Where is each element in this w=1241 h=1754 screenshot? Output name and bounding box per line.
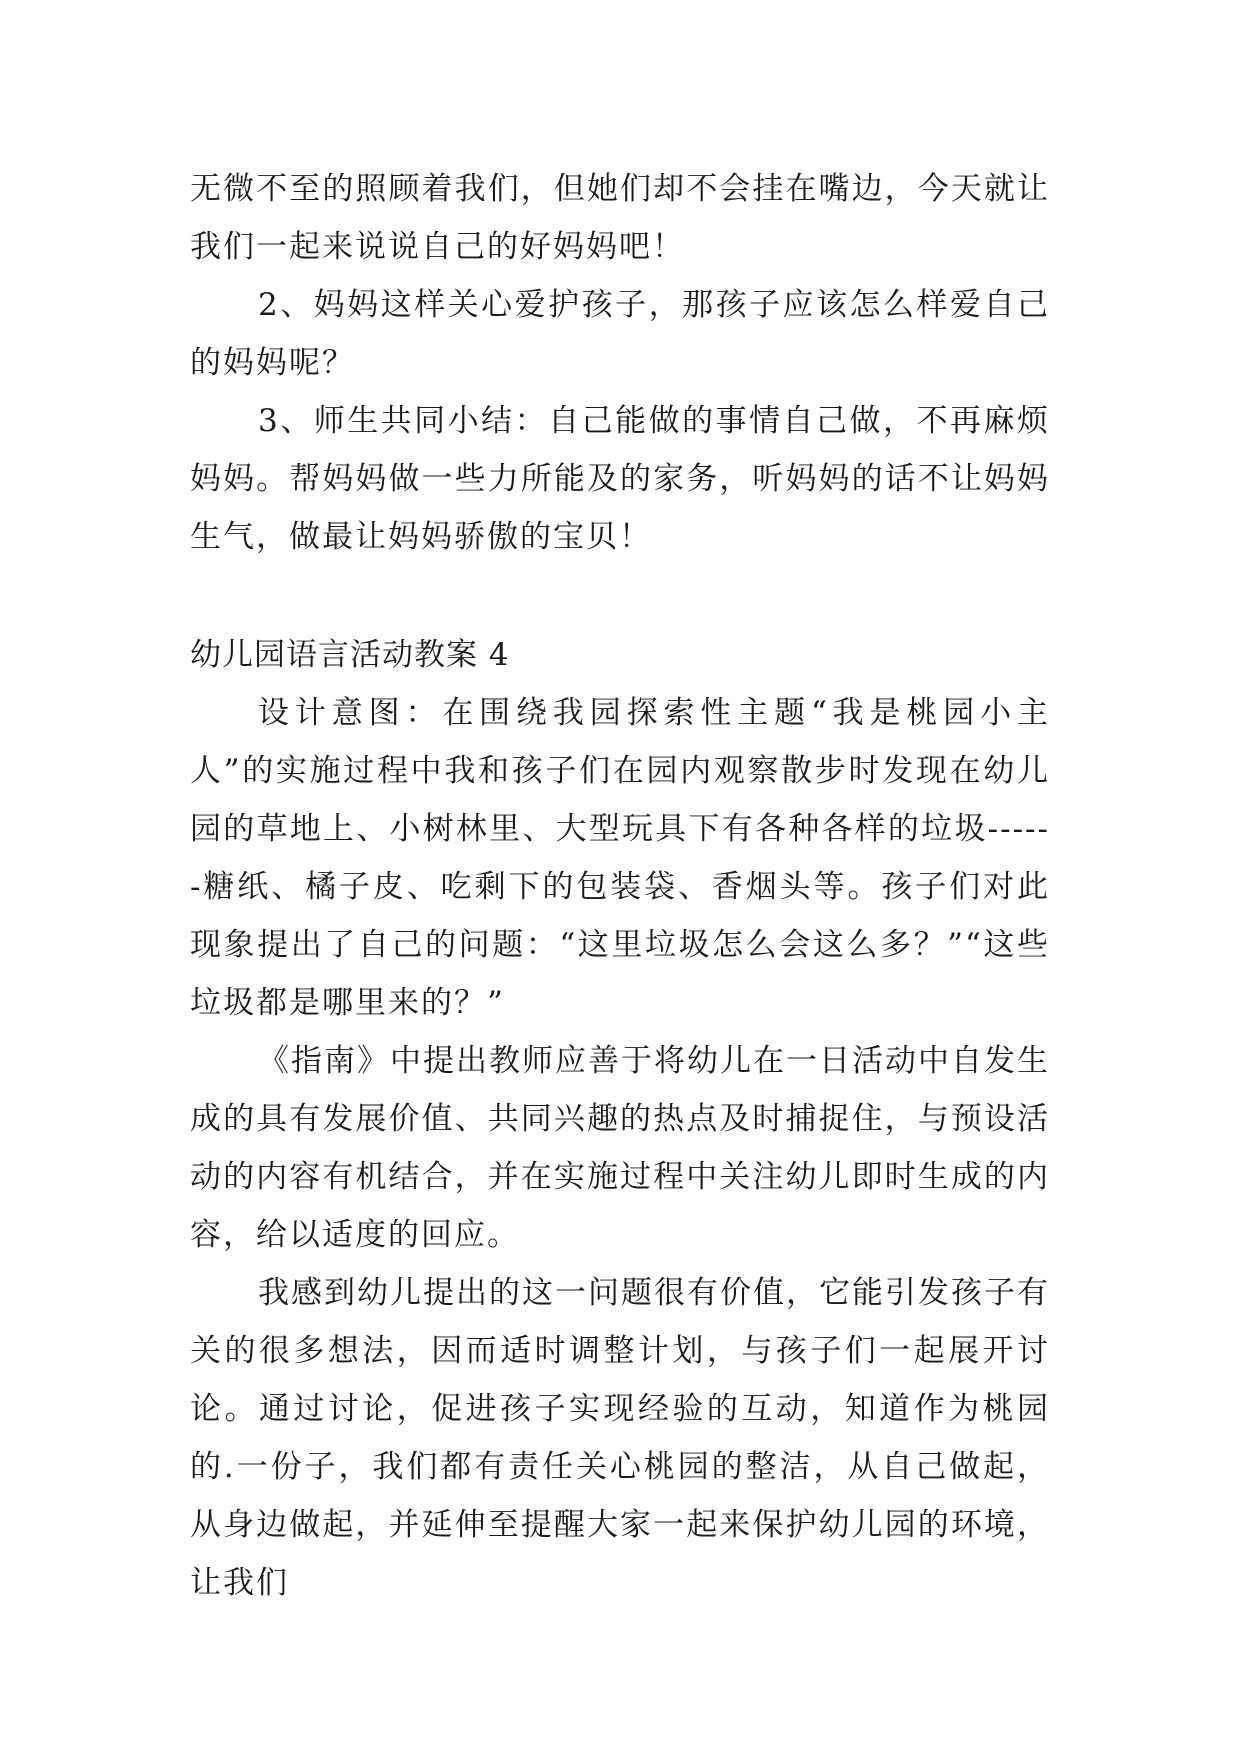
paragraph-item-2: 2、妈妈这样关心爱护孩子，那孩子应该怎么样爱自己的妈妈呢？ bbox=[190, 287, 1050, 381]
section-title: 幼儿园语言活动教案 4 bbox=[190, 637, 510, 673]
paragraph-guide: 《指南》中提出教师应善于将幼儿在一日活动中自发生成的具有发展价值、共同兴趣的热点及时捕捉住，与预设活动的内容有机结合，并在实施过程中关注幼儿即时生成的内容，给以适度的回应。 bbox=[190, 1043, 1050, 1253]
paragraph-item-3: 3、师生共同小结：自己能做的事情自己做，不再麻烦妈妈。帮妈妈做一些力所能及的家务，听妈妈的话不让妈妈生气，做最让妈妈骄傲的宝贝！ bbox=[190, 403, 1050, 555]
paragraph-reflection: 我感到幼儿提出的这一问题很有价值，它能引发孩子有关的很多想法，因而适时调整计划，与孩子们一起展开讨论。通过讨论，促进孩子实现经验的互动，知道作为桃园的.一份子，我们都有责任关心桃园的整洁，从自己做起，从身边做起，并延伸至提醒大家一起来保护幼儿园的环境，让我们 bbox=[190, 1275, 1050, 1601]
paragraph-continuation: 无微不至的照顾着我们，但她们却不会挂在嘴边，今天就让我们一起来说说自己的好妈妈吧！ bbox=[190, 171, 1050, 265]
document-body bbox=[190, 160, 1050, 1612]
paragraph-design-intent: 设计意图：在围绕我园探索性主题“我是桃园小主人”的实施过程中我和孩子们在园内观察散步时发现在幼儿园的草地上、小树林里、大型玩具下有各种各样的垃圾------糖纸、橘子皮、吃剩下的包装袋、香烟头等。孩子们对此现象提出了自己的问题：“这里垃圾怎么会这么多？”“这些垃圾都是哪里来的？” bbox=[190, 695, 1050, 1021]
